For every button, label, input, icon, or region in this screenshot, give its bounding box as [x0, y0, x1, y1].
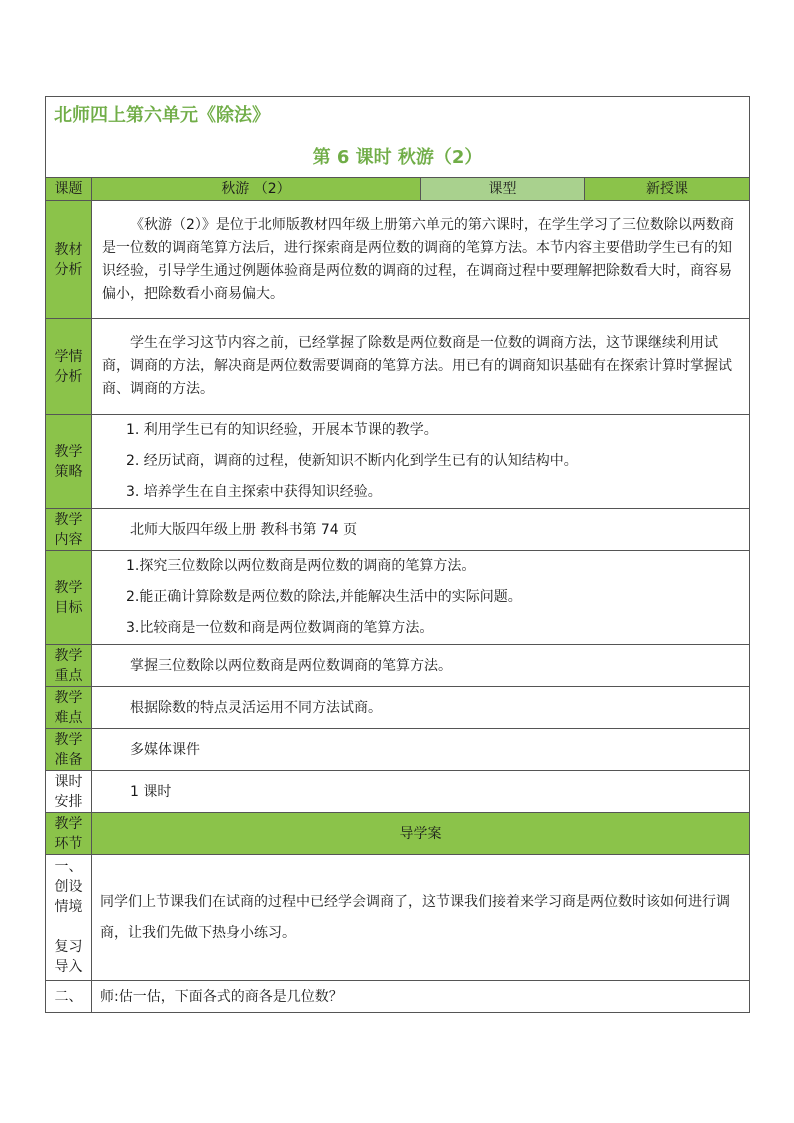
preparation-label-text: 教学准备: [54, 731, 83, 768]
difficulty-label-text: 教学难点: [54, 689, 83, 726]
lesson-plan-table: [45, 96, 750, 1013]
schedule-text: 1 课时: [92, 771, 750, 813]
step1-label-text: [54, 857, 84, 977]
schedule-label-text: 课时安排: [54, 773, 83, 810]
step1-label-line: 创设: [54, 879, 83, 895]
goals-label-text: 教学目标: [54, 579, 83, 616]
content-row: [46, 509, 750, 551]
step2-label: 二、: [46, 981, 92, 1013]
topic-label: 课题: [46, 178, 92, 201]
goal-item-1: 1.探究三位数除以两位数商是两位数的调商的笔算方法。: [126, 558, 476, 574]
goals-cell: [92, 551, 750, 645]
process-label: [46, 813, 92, 855]
preparation-row: [46, 729, 750, 771]
key-point-label: [46, 645, 92, 687]
goal-item-3: 3.比较商是一位数和商是两位数调商的笔算方法。: [126, 620, 434, 636]
step1-label: [46, 855, 92, 981]
strategy-item-1: 1. 利用学生已有的知识经验，开展本节课的教学。: [126, 422, 438, 438]
difficulty-text: 根据除数的特点灵活运用不同方法试商。: [92, 687, 750, 729]
content-label: [46, 509, 92, 551]
key-point-label-text: 教学重点: [54, 647, 83, 684]
process-label-text: 教学环节: [54, 815, 83, 852]
process-header: 导学案: [92, 813, 750, 855]
info-row: [46, 178, 750, 201]
material-row: [46, 201, 750, 319]
step2-row: [46, 981, 750, 1013]
unit-title: 北师四上第六单元《除法》: [54, 105, 270, 126]
type-value: 新授课: [585, 178, 750, 201]
students-label-text: 学情分析: [54, 348, 83, 385]
difficulty-label: [46, 687, 92, 729]
schedule-row: [46, 771, 750, 813]
lesson-title: 第 6 课时 秋游（2）: [312, 147, 483, 168]
material-text: 《秋游（2）》是位于北师版教材四年级上册第六单元的第六课时，在学生学习了三位数除以两数商是一位数的调商笔算方法后，进行探索商是两位数的调商的笔算方法。本节内容主要借助学生已有的知识经验，引导学生通过例题体验商是两位数的调商的过程，在调商过程中要理解把除数看大时，商容易偏小，把除数看小商易偏大。: [102, 216, 734, 302]
students-row: [46, 319, 750, 415]
topic-value: 秋游 （2）: [92, 178, 421, 201]
schedule-label: [46, 771, 92, 813]
step1-row: [46, 855, 750, 981]
strategy-label: [46, 415, 92, 509]
step2-text: 师:估一估，下面各式的商各是几位数？: [92, 981, 750, 1013]
material-label-text: 教材分析: [54, 241, 83, 278]
step1-label-line: 情境: [54, 899, 83, 915]
students-text: 学生在学习这节内容之前，已经掌握了除数是两位数商是一位数的调商方法，这节课继续利用试商，调商的方法，解决商是两位数需要调商的笔算方法。用已有的调商知识基础有在探索计算时掌握试商、调商的方法。: [102, 335, 732, 397]
strategy-label-text: 教学策略: [54, 443, 83, 480]
content-text: 北师大版四年级上册 教科书第 74 页: [92, 509, 750, 551]
content-label-text: 教学内容: [54, 511, 83, 548]
step1-label-line: 复习: [54, 939, 83, 955]
students-cell: [92, 319, 750, 415]
material-cell: [92, 201, 750, 319]
step1-label-line: 导入: [54, 959, 83, 975]
preparation-text: 多媒体课件: [92, 729, 750, 771]
lesson-plan-page: [45, 96, 749, 1013]
strategy-item-3: 3. 培养学生在自主探索中获得知识经验。: [126, 484, 382, 500]
strategy-item-2: 2. 经历试商，调商的过程，使新知识不断内化到学生已有的认知结构中。: [126, 453, 578, 469]
type-label: 课型: [421, 178, 585, 201]
goals-row: [46, 551, 750, 645]
preparation-label: [46, 729, 92, 771]
material-label: [46, 201, 92, 319]
step1-text: 同学们上节课我们在试商的过程中已经学会调商了，这节课我们接着来学习商是两位数时该如何进行调商，让我们先做下热身小练习。: [92, 855, 750, 981]
step1-label-gap: [54, 917, 84, 937]
students-label: [46, 319, 92, 415]
process-row: [46, 813, 750, 855]
title-cell: [46, 97, 750, 178]
difficulty-row: [46, 687, 750, 729]
step1-label-line: 一、: [54, 859, 83, 875]
strategy-cell: [92, 415, 750, 509]
strategy-row: [46, 415, 750, 509]
key-point-text: 掌握三位数除以两位数商是两位数调商的笔算方法。: [92, 645, 750, 687]
key-point-row: [46, 645, 750, 687]
goal-item-2: 2.能正确计算除数是两位数的除法,并能解决生活中的实际问题。: [126, 589, 522, 605]
goals-label: [46, 551, 92, 645]
